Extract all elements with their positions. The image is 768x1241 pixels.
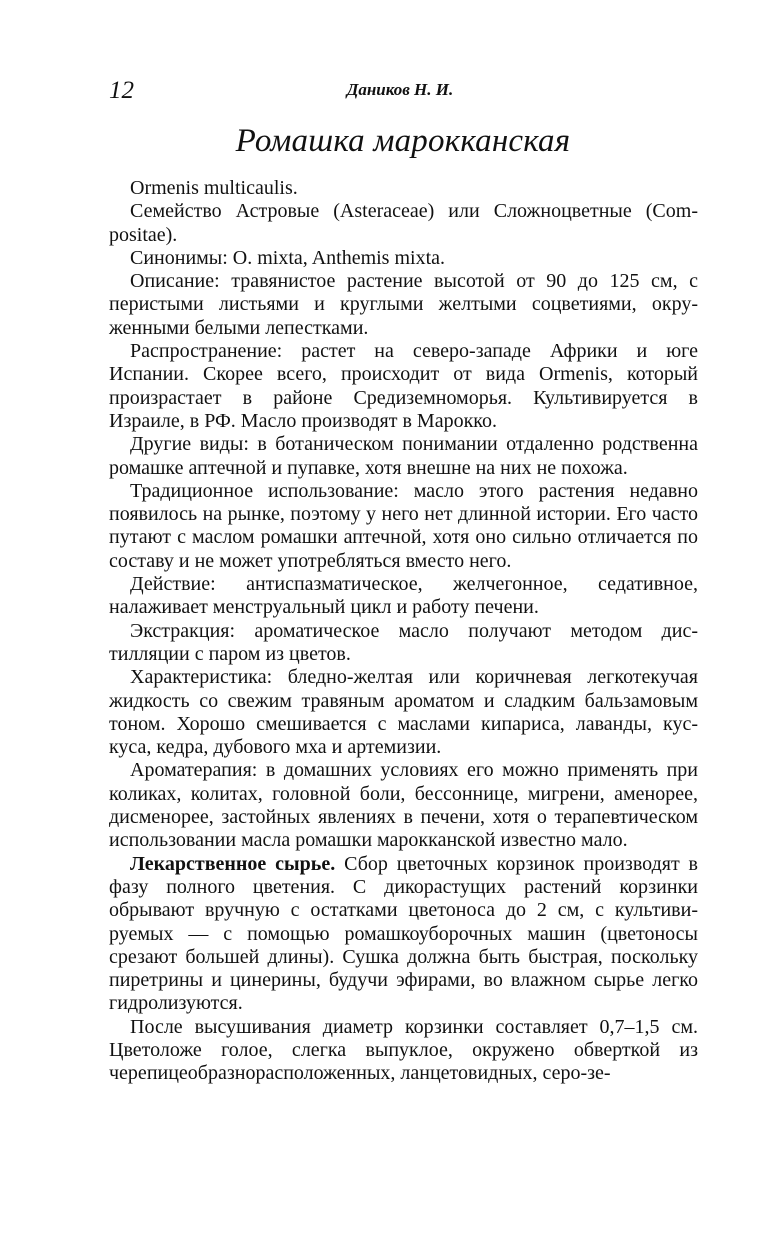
paragraph-text: Описание: травянистое растение высотой от 90 до 125 см, с перистыми листьями и круглыми желтыми соцветиями, окруженными белыми лепестками. [109, 270, 698, 339]
article-body [109, 177, 698, 1086]
paragraph-run-in-heading: Лекарственное сырье. [130, 852, 336, 875]
paragraph-text: Распространение: растет на северо-западе Африки и юге Испании. Скорее всего, происходит от вида Ormenis, который произрастает в районе Средиземноморья. Культивируется в Израиле, в РФ. Масло производят в Марокко. [109, 340, 698, 432]
paragraph-distribution [109, 340, 698, 433]
paragraph-description [109, 270, 698, 340]
paragraph-text: После высушивания диаметр корзинки составляет 0,7–1,5 см. Цветоложе голое, слегка выпуклое, окружено обверткой из черепицеобразнорасположенных, ланцетовидных, серо-зе- [109, 1015, 698, 1085]
paragraph-extraction [109, 620, 698, 667]
paragraph-text: Ароматерапия: в домашних условиях его можно применять при коликах, колитах, головной боли, бессоннице, мигрени, аменорее, дисменорее, застойных явлениях в печени, хотя о терапевтическом использовании масла ромашки марокканской известно мало. [109, 759, 698, 852]
paragraph-traditional-use [109, 480, 698, 573]
paragraph-aromatherapy [109, 759, 698, 852]
page-number: 12 [109, 77, 134, 104]
paragraph-text: Семейство Астровые (Asteraceae) или Сложноцветные (Compositae). [109, 200, 698, 246]
paragraph-action [109, 573, 698, 620]
article-title: Ромашка марокканская [235, 123, 571, 159]
paragraph-family [109, 200, 698, 247]
paragraph-other-species [109, 433, 698, 480]
running-head-author: Даников Н. И. [346, 80, 454, 99]
paragraph-synonyms [109, 247, 698, 270]
paragraph-after-drying [109, 1016, 698, 1086]
paragraph-text: Ormenis multicaulis. [130, 177, 298, 199]
paragraph-text: Экстракция: ароматическое масло получают методом дистилляции с паром из цветов. [109, 619, 698, 665]
paragraph-text: Синонимы: O. mixta, Anthemis mixta. [130, 246, 446, 269]
paragraph-text: Сбор цветочных корзинок производят в фазу полного цветения. С дикорастущих растений корзинки обрывают вручную с остатками цветоноса до 2 см, с культивируемых — с помощью ромашкоуборочных машин (цветоносы срезают большей длины). Сушка должна быть быстрая, поскольку пиретрины и цинерины, будучи эфирами, во влажном сырье легко гидролизуются. [109, 852, 698, 1015]
paragraph-text: Действие: антиспазматическое, желчегонное, седативное, налаживает менструальный цикл и работу печени. [109, 573, 698, 619]
paragraph-text: Характеристика: бледно-желтая или коричневая легкотекучая жидкость со свежим травяным ароматом и сладким бальзамовым тоном. Хорошо смешивается с маслами кипариса, лаванды, кус-куса, кедра, дубового мха и артемизии. [109, 666, 698, 759]
paragraph-text: Традиционное использование: масло этого растения недавно появилось на рынке, поэтому у него нет длинной истории. Его часто путают с маслом ромашки аптечной, хотя оно сильно отличается по составу и не может употребляться вместо него. [109, 479, 698, 572]
paragraph-latin-name [109, 177, 698, 200]
paragraph-characteristics [109, 666, 698, 759]
paragraph-raw-material [109, 853, 698, 1016]
paragraph-text: Другие виды: в ботаническом понимании отдаленно родственна ромашке аптечной и пупавке, хотя внешне на них не похожа. [109, 433, 698, 479]
